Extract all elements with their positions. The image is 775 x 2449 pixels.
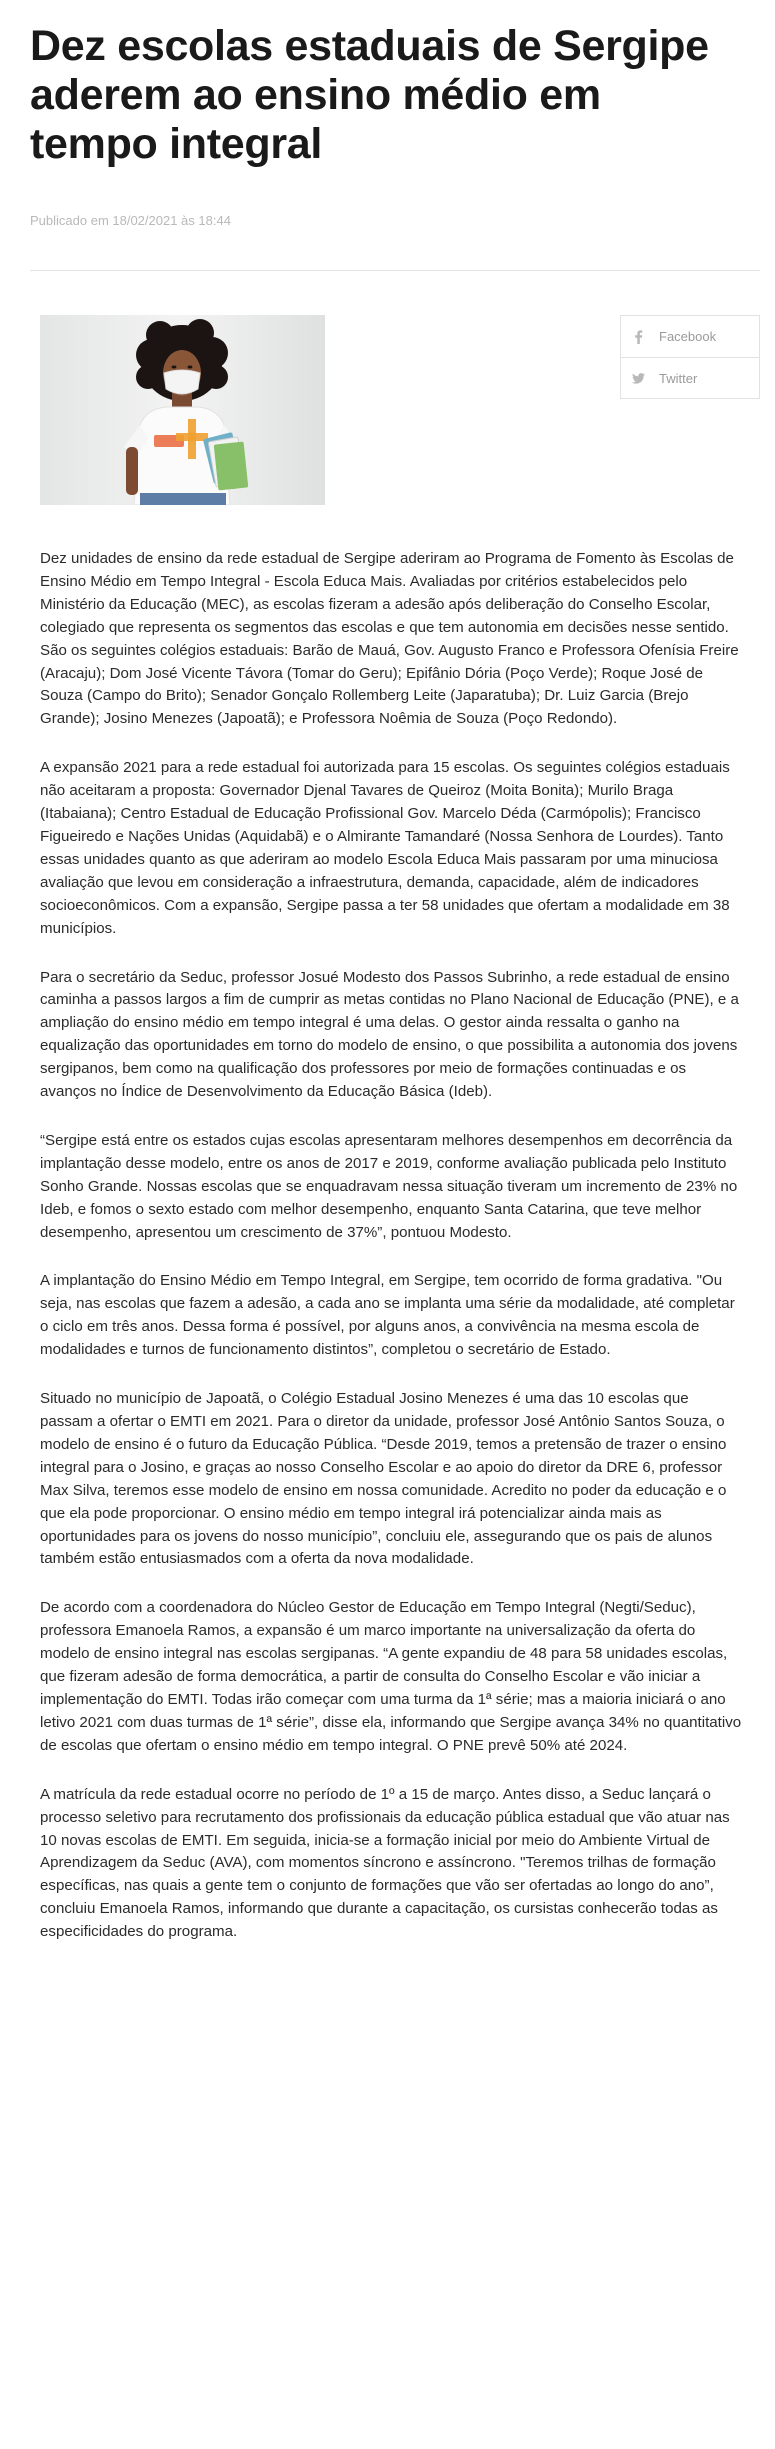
twitter-label: Twitter — [659, 370, 698, 386]
article-photo — [40, 315, 325, 505]
publish-date: Publicado em 18/02/2021 às 18:44 — [30, 213, 231, 228]
article-paragraph: Para o secretário da Seduc, professor Josué Modesto dos Passos Subrinho, a rede estadual de ensino caminha a passos largos a fim de cumprir as metas contidas no Plano Nacional de Educação (PNE), e a ampliação do ensino médio em tempo integral é uma delas. O gestor ainda ressalta o ganho na equalização das oportunidades em torno do modelo de ensino, o que possibilita a autonomia dos jovens sergipanos, bem como na qualificação dos professores por meio de formações continuadas e os avanços no Índice de Desenvolvimento da Educação Básica (Ideb). — [40, 968, 739, 1101]
facebook-icon — [631, 330, 645, 344]
article-paragraph: A implantação do Ensino Médio em Tempo Integral, em Sergipe, tem ocorrido de forma gradativa. "Ou seja, nas escolas que fazem a adesão, a cada ano se implanta uma série da modalidade, até completar o ciclo em três anos. Dessa forma é possível, por alguns anos, a convivência na mesma escola de modalidades e turnos de funcionamento distintos”, completou o secretário de Estado. — [40, 1272, 735, 1359]
share-twitter-button[interactable] — [621, 357, 759, 398]
article-paragraph: “Sergipe está entre os estados cujas escolas apresentaram melhores desempenhos em decorrência da implantação desse modelo, entre os anos de 2017 e 2019, conforme avaliação publicada pelo Instituto Sonho Grande. Nossas escolas que se enquadravam nessa situação tiveram um incremento de 23% no Ideb, e fomos o sexto estado com melhor desempenho, enquanto Santa Catarina, que teve melhor desempenho, apresentou um crescimento de 37%”, pontuou Modesto. — [40, 1131, 738, 1241]
article-paragraph: Situado no município de Japoatã, o Colégio Estadual Josino Menezes é uma das 10 escolas que passam a ofertar o EMTI em 2021. Para o diretor da unidade, professor José Antônio Santos Souza, o modelo de ensino é o futuro da Educação Pública. “Desde 2019, temos a pretensão de trazer o ensino integral para o Josino, e graças ao nosso Conselho Escolar e ao apoio do diretor da DRE 6, professor Max Silva, teremos esse modelo de ensino em nossa comunidade. Acredito no poder da educação e o que ela pode proporcionar. O ensino médio em tempo integral irá potencializar ainda mais as oportunidades para os jovens do nosso município”, concluiu ele, assegurando que os pais de alunos também estão entusiasmados com a oferta da nova modalidade. — [40, 1390, 727, 1568]
twitter-icon — [631, 371, 645, 385]
article-title: Dez escolas estaduais de Sergipe aderem ao ensino médio em tempo integral — [30, 22, 709, 168]
article-paragraph: A expansão 2021 para a rede estadual foi autorizada para 15 escolas. Os seguintes colégios estaduais não aceitaram a proposta: Governador Djenal Tavares de Queiroz (Moita Bonita); Murilo Braga (Itabaiana); Centro Estadual de Educação Profissional Gov. Marcelo Déda (Carmópolis); Francisco Figueiredo e Nações Unidas (Aquidabã) e o Almirante Tamandaré (Nossa Senhora de Lourdes). Tanto essas unidades quanto as que aderiram ao modelo Escola Educa Mais passaram por uma minuciosa avaliação que levou em consideração a infraestrutura, demanda, capacidade, além de indicadores socioeconômicos. Com a expansão, Sergipe passa a ter 58 unidades que ofertam a modalidade em 38 municípios. — [40, 759, 730, 937]
article-body — [40, 548, 745, 1970]
facebook-label: Facebook — [659, 329, 717, 344]
article-paragraph: Dez unidades de ensino da rede estadual de Sergipe aderiram ao Programa de Fomento às Escolas de Ensino Médio em Tempo Integral - Escola Educa Mais. Avaliadas por critérios estabelecidos pelo Ministério da Educação (MEC), as escolas fizeram a adesão após deliberação do Conselho Escolar, colegiado que representa os segmentos das escolas e que tem autonomia em decisões nesse sentido. São os seguintes colégios estaduais: Barão de Mauá, Gov. Augusto Franco e Professora Ofenísia Freire (Aracaju); Dom José Vicente Távora (Tomar do Geru); Epifânio Dória (Poço Verde); Roque José de Souza (Campo do Brito); Senador Gonçalo Rollemberg Leite (Japaratuba); Dr. Luiz Garcia (Brejo Grande); Josino Menezes (Japoatã); e Professora Noêmia de Souza (Poço Redondo). — [40, 550, 739, 728]
header-divider — [30, 270, 760, 271]
share-facebook-button[interactable] — [621, 316, 759, 357]
student-photo — [40, 315, 325, 505]
article-paragraph: De acordo com a coordenadora do Núcleo Gestor de Educação em Tempo Integral (Negti/Seduc), professora Emanoela Ramos, a expansão é um marco importante na universalização da oferta do modelo de ensino integral nas escolas sergipanas. “A gente expandiu de 48 para 58 unidades escolas, que fizeram adesão de forma democrática, a partir de consulta do Conselho Escolar e vão iniciar a implementação do EMTI. Todas irão começar com uma turma da 1ª série; mas a maioria iniciará o ano letivo 2021 com duas turmas de 1ª série”, disse ela, informando que Sergipe avança 34% no quantitativo de escolas que ofertam o ensino médio em tempo integral. O PNE prevê 50% até 2024. — [40, 1599, 742, 1754]
article-paragraph: A matrícula da rede estadual ocorre no período de 1º a 15 de março. Antes disso, a Seduc lançará o processo seletivo para recrutamento dos profissionais da educação pública estadual que vão atuar nas 10 novas escolas de EMTI. Em seguida, inicia-se a formação inicial por meio do Ambiente Virtual de Aprendizagem da Seduc (AVA), com momentos síncrono e assíncrono. "Teremos trilhas de formação específicas, nas quais a gente tem o conjunto de formações que vão ser ofertadas ao longo do ano”, concluiu Emanoela Ramos, informando que durante a capacitação, os cursistas conhecerão todas as especificidades do programa. — [40, 1785, 730, 1941]
share-box — [620, 315, 760, 399]
